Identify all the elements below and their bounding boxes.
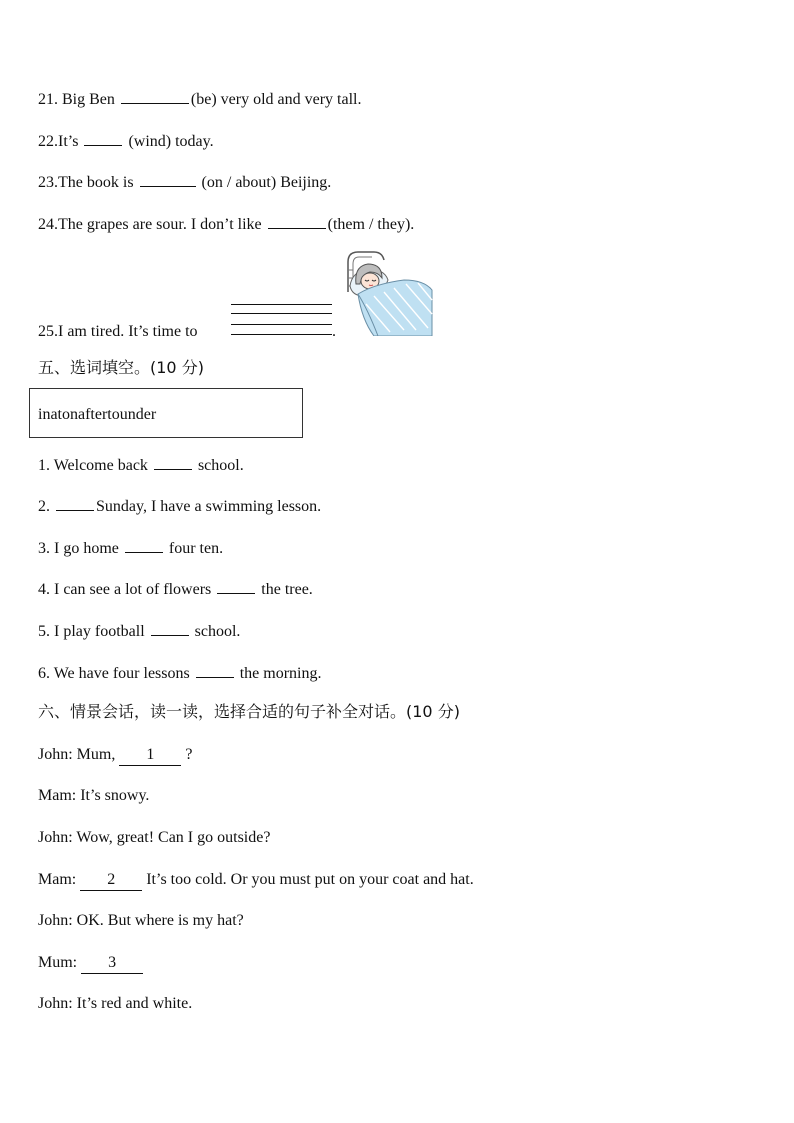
question-text: .I am tired. It’s time to (54, 323, 198, 340)
answer-blank[interactable] (84, 130, 122, 146)
question-hint: (them / they). (327, 216, 415, 233)
question-text: .The book is (54, 174, 134, 191)
answer-blank[interactable] (196, 662, 234, 678)
fill-item-1 (38, 454, 244, 476)
answer-blank[interactable] (268, 213, 326, 229)
question-24 (38, 213, 414, 235)
question-25 (38, 322, 198, 342)
line-end-text: ? (185, 746, 193, 763)
question-number: 24 (38, 216, 54, 233)
question-number: 22 (38, 133, 54, 150)
fill-item-6 (38, 662, 321, 684)
speaker-text: Mam: (38, 871, 77, 888)
item-text-after: school. (197, 457, 244, 474)
fill-item-2 (38, 495, 321, 517)
word-bank-text: inatonaftertounder (38, 406, 157, 423)
item-text-after: Sunday, I have a swimming lesson. (96, 498, 322, 515)
line-end-text: It’s too cold. Or you must put on your coat and hat. (146, 871, 474, 888)
question-hint: (wind) today. (128, 133, 214, 150)
question-hint: (be) very old and very tall. (190, 91, 362, 108)
question-number: 25 (38, 323, 54, 340)
dialogue-line-5: John: OK. But where is my hat? (38, 912, 244, 929)
answer-blank[interactable] (151, 620, 189, 636)
item-text: 2. (38, 498, 50, 515)
question-22 (38, 130, 214, 152)
sleeping-girl-illustration (344, 250, 434, 336)
answer-blank[interactable] (140, 171, 196, 187)
fill-item-5 (38, 620, 240, 642)
fill-item-3 (38, 537, 223, 559)
item-text: 1. Welcome back (38, 457, 148, 474)
question-number: 21 (38, 91, 54, 108)
question-hint: (on / about) Beijing. (201, 174, 332, 191)
dialogue-line-1 (38, 745, 192, 766)
item-text: 3. I go home (38, 540, 119, 557)
question-text: . Big Ben (54, 91, 115, 108)
answer-blank[interactable] (121, 88, 189, 104)
speaker-text: Mum: (38, 954, 78, 971)
answer-blank[interactable] (154, 454, 192, 470)
question-end-period: . (332, 323, 336, 340)
question-text: .The grapes are sour. I don’t like (54, 216, 262, 233)
numbered-blank[interactable]: 2 (80, 870, 142, 891)
four-line-answer-lines[interactable] (231, 304, 332, 336)
item-text-after: the morning. (239, 665, 322, 682)
answer-blank[interactable] (125, 537, 163, 553)
dialogue-line-6 (38, 953, 143, 974)
dialogue-line-2: Mam: It’s snowy. (38, 787, 150, 804)
question-21 (38, 88, 362, 110)
section-six-heading: 六、情景会话，读一读，选择合适的句子补全对话。(10 分) (38, 702, 460, 721)
answer-blank[interactable] (217, 578, 255, 594)
section-five-heading: 五、选词填空。(10 分) (38, 358, 204, 377)
speaker-text: John: Mum, (38, 746, 116, 763)
item-text: 4. I can see a lot of flowers (38, 581, 212, 598)
item-text: 5. I play football (38, 623, 145, 640)
item-text-after: the tree. (261, 581, 313, 598)
numbered-blank[interactable]: 3 (81, 953, 143, 974)
dialogue-line-3: John: Wow, great! Can I go outside? (38, 829, 271, 846)
question-text: .It’s (54, 133, 79, 150)
question-23 (38, 171, 331, 193)
question-number: 23 (38, 174, 54, 191)
answer-blank[interactable] (56, 495, 94, 511)
numbered-blank[interactable]: 1 (119, 745, 181, 766)
word-bank-box (29, 388, 303, 438)
item-text-after: school. (194, 623, 241, 640)
dialogue-line-4 (38, 870, 474, 891)
item-text: 6. We have four lessons (38, 665, 190, 682)
dialogue-line-7: John: It’s red and white. (38, 995, 193, 1012)
fill-item-4 (38, 578, 313, 600)
item-text-after: four ten. (168, 540, 224, 557)
